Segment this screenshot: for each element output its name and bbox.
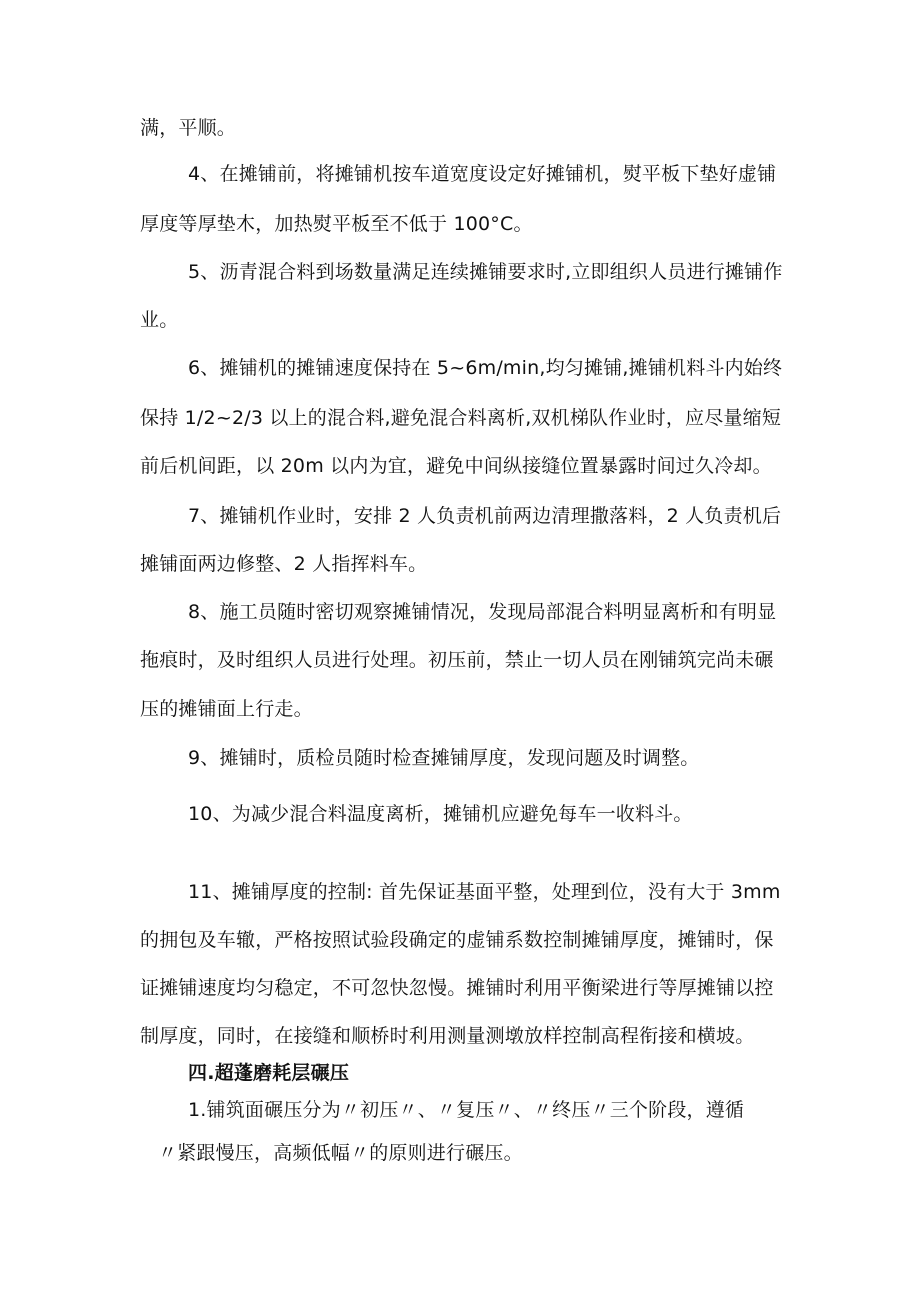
text-line: 5、沥青混合料到场数量满足连续摊铺要求时,立即组织人员进行摊铺作 [188, 261, 783, 283]
text-line: 10、为减少混合料温度离析，摊铺机应避免每车一收料斗。 [188, 803, 693, 825]
text-line: 证摊铺速度均匀稳定，不可忽快忽慢。摊铺时利用平衡梁进行等厚摊铺以控 [140, 977, 774, 999]
text-line: 制厚度，同时，在接缝和顺桥时利用测量测墩放样控制高程衔接和横坡。 [140, 1025, 755, 1047]
text-line: 摊铺面两边修整、2 人指挥料车。 [140, 553, 428, 575]
text-line: 前后机间距，以 20m 以内为宜，避免中间纵接缝位置暴露时间过久冷却。 [140, 455, 772, 477]
text-line: 业。 [140, 309, 179, 331]
text-line: 4、在摊铺前，将摊铺机按车道宽度设定好摊铺机，熨平板下垫好虚铺 [188, 163, 777, 185]
text-line: 压的摊铺面上行走。 [140, 698, 313, 720]
text-line: 保持 1/2~2/3 以上的混合料,避免混合料离析,双机梯队作业时，应尽量缩短 [140, 407, 782, 429]
text-line: 厚度等厚垫木，加热熨平板至不低于 100°C。 [140, 213, 533, 235]
text-line: 1.铺筑面碾压分为〃初压〃、〃复压〃、〃终压〃三个阶段，遵循 [188, 1099, 745, 1121]
text-line: 的拥包及车辙，严格按照试验段确定的虚铺系数控制摊铺厚度，摊铺时，保 [140, 929, 774, 951]
text-line: 满，平顺。 [140, 117, 237, 139]
text-line: 11、摊铺厚度的控制: 首先保证基面平整，处理到位，没有大于 3mm [188, 881, 781, 903]
text-line: 7、摊铺机作业时，安排 2 人负责机前两边清理撒落料，2 人负责机后 [188, 505, 782, 527]
text-line: 拖痕时，及时组织人员进行处理。初压前，禁止一切人员在刚铺筑完尚未碾 [140, 649, 774, 671]
section-heading: 四.超蓬磨耗层碾压 [188, 1062, 350, 1084]
text-line: 〃紧跟慢压，高频低幅〃的原则进行碾压。 [158, 1142, 523, 1164]
text-line: 9、摊铺时，质检员随时检查摊铺厚度，发现问题及时调整。 [188, 747, 700, 769]
text-line: 6、摊铺机的摊铺速度保持在 5~6m/min,均匀摊铺,摊铺机料斗内始终 [188, 357, 783, 379]
text-line: 8、施工员随时密切观察摊铺情况，发现局部混合料明显离析和有明显 [188, 601, 777, 623]
